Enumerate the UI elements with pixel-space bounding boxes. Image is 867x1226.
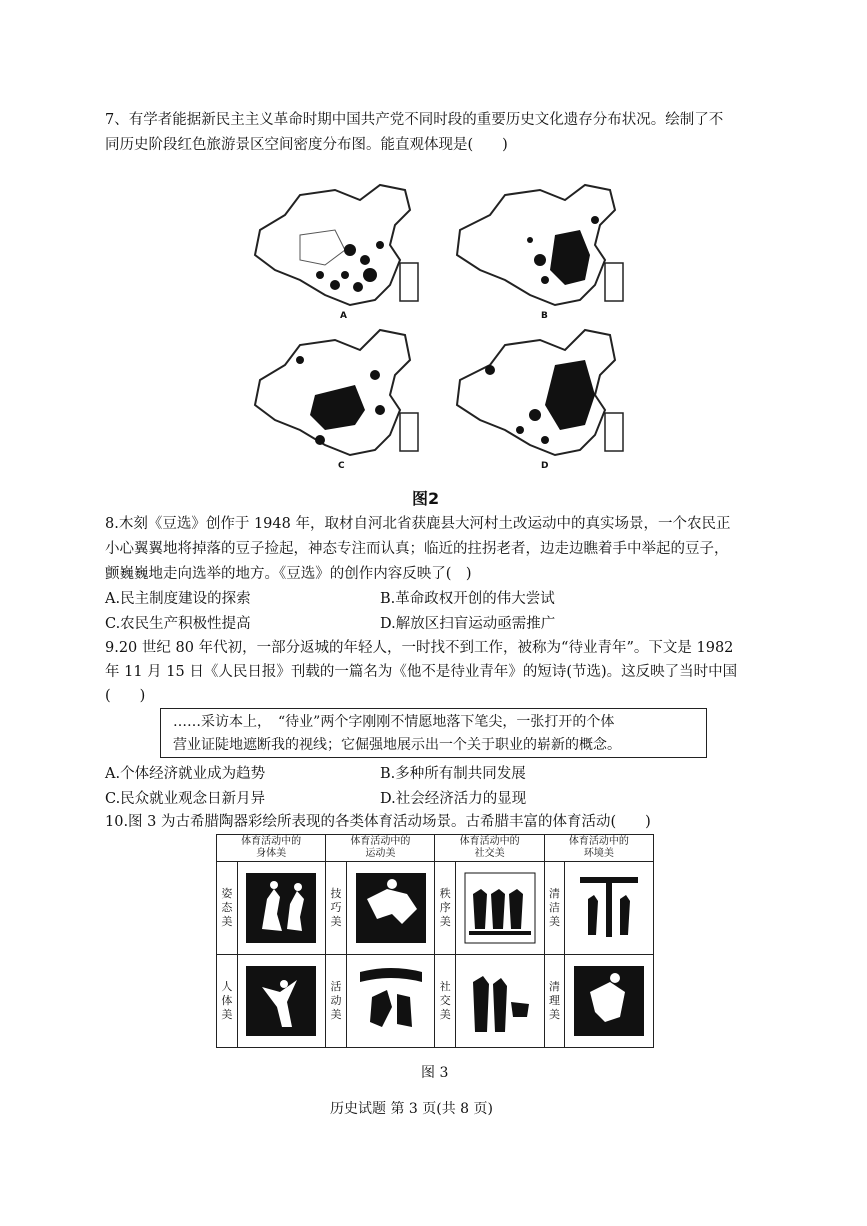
vase-painting-skill [346, 862, 435, 955]
map-d [445, 325, 635, 475]
vase-painting-clean [565, 862, 654, 955]
map-b [445, 175, 635, 325]
q9-quote-line-1: ……采访本上， “待业”两个字刚刚不情愿地落下笔尖，一张打开的个体 [173, 714, 615, 730]
q9-option-c: C.民众就业观念日新月异 [105, 791, 266, 807]
q8-line-3: 颤巍巍地走向选举的地方。《豆选》的创作内容反映了( ) [105, 566, 472, 582]
map-a-label: A [340, 311, 347, 321]
page-footer: 历史试题 第 3 页(共 8 页) [330, 1101, 493, 1117]
map-d-image [445, 325, 635, 475]
row1-label-clean: 清 洁 美 [544, 862, 565, 955]
china-maps-figure [240, 165, 630, 475]
map-a [240, 175, 430, 325]
q8-option-a: A.民主制度建设的探索 [105, 591, 251, 607]
q9-option-b: B.多种所有制共同发展 [380, 766, 526, 782]
map-b-image [445, 175, 635, 325]
map-d-label: D [541, 461, 549, 471]
row2-label-tidy: 清 理 美 [544, 955, 565, 1048]
q9-quote-box [160, 708, 707, 758]
figure-3-table [216, 834, 654, 1048]
figure-3-caption: 图 3 [421, 1065, 449, 1081]
header-body-beauty: 体育活动中的 身体美 [217, 835, 326, 862]
map-c-image [240, 325, 430, 475]
vase-painting-activity [346, 955, 435, 1048]
row2-label-human-body: 人 体 美 [217, 955, 238, 1048]
vase-painting-tidy [565, 955, 654, 1048]
vase-painting-human-body [237, 955, 326, 1048]
q8-option-d: D.解放区扫盲运动亟需推广 [380, 616, 556, 632]
row2-label-activity: 活 动 美 [326, 955, 347, 1048]
vase-painting-social [456, 955, 545, 1048]
q8-option-b: B.革命政权开创的伟大尝试 [380, 591, 555, 607]
header-social-beauty: 体育活动中的 社交美 [435, 835, 544, 862]
q10-line-1: 10.图 3 为古希腊陶器彩绘所表现的各类体育活动场景。古希腊丰富的体育活动( ) [105, 814, 651, 830]
q9-line-3: ( ) [105, 688, 146, 704]
q9-option-d: D.社会经济活力的显现 [380, 791, 527, 807]
q7-line-1: 7、有学者能据新民主主义革命时期中国共产党不同时段的重要历史文化遗存分布状况。绘制了不 [105, 112, 724, 128]
map-a-image [240, 175, 430, 325]
q8-line-2: 小心翼翼地将掉落的豆子捡起，神态专注而认真；临近的拄拐老者，边走边瞧着手中举起的豆子， [105, 541, 729, 557]
row1-label-skill: 技 巧 美 [326, 862, 347, 955]
q8-option-c: C.农民生产积极性提高 [105, 616, 251, 632]
vase-painting-posture [237, 862, 326, 955]
q8-line-1: 8.木刻《豆选》创作于 1948 年，取材自河北省获鹿县大河村土改运动中的真实场景，一个农民正 [105, 516, 731, 532]
map-c [240, 325, 430, 475]
row1-label-order: 秩 序 美 [435, 862, 456, 955]
header-motion-beauty: 体育活动中的 运动美 [326, 835, 435, 862]
q9-quote-line-2: 营业证陡地遮断我的视线；它倔强地展示出一个关于职业的崭新的概念。 [173, 737, 621, 753]
q9-option-a: A.个体经济就业成为趋势 [105, 766, 266, 782]
q9-line-1: 9.20 世纪 80 年代初，一部分返城的年轻人，一时找不到工作，被称为“待业青年”。下文是 1982 [105, 640, 734, 656]
vase-painting-order [456, 862, 545, 955]
map-b-label: B [541, 311, 548, 321]
q9-line-2: 年 11 月 15 日《人民日报》刊载的一篇名为《他不是待业青年》的短诗(节选)。这反映了当时中国 [105, 664, 738, 680]
q7-line-2: 同历史阶段红色旅游景区空间密度分布图。能直观体现是( ) [105, 137, 508, 153]
row1-label-posture: 姿 态 美 [217, 862, 238, 955]
figure-2-title: 图2 [412, 489, 440, 508]
row2-label-social: 社 交 美 [435, 955, 456, 1048]
map-c-label: C [338, 461, 345, 471]
header-environment-beauty: 体育活动中的 环境美 [544, 835, 653, 862]
